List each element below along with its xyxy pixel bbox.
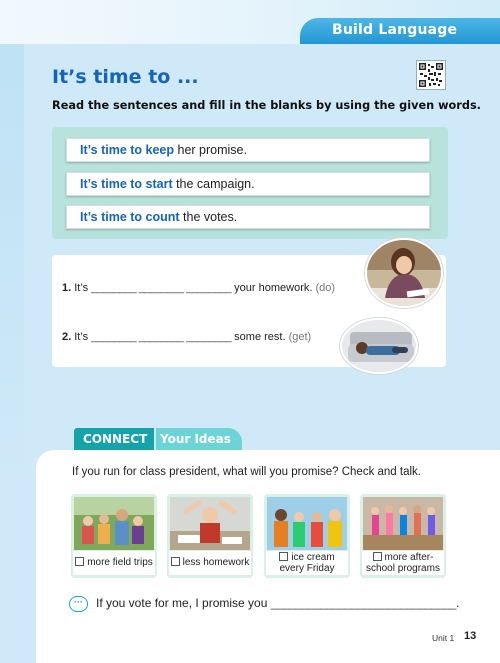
choice-photo [267,497,347,550]
choice-label [169,551,251,575]
choice-text: more after-school programs [366,551,440,574]
example-row [66,205,430,229]
answer-blank[interactable]: ________ ________ ________ [91,331,232,343]
answer-blank[interactable]: ________ ________ ________ [91,282,232,294]
photo-boy-resting [340,318,418,374]
choice-card-ice-cream[interactable] [264,494,350,578]
exercise-number: 2. [62,331,72,343]
field-trip-photo-graphic [74,497,154,550]
exercise-hint: (do) [315,282,336,294]
exercise-lead: It’s [71,282,92,294]
qr-code-icon[interactable] [416,60,446,90]
choice-label [73,551,155,575]
speech-end: . [455,596,460,610]
example-phrase: It’s time to keep [80,143,175,157]
exercise-2 [62,331,311,343]
less-homework-photo-graphic [170,497,250,550]
speech-bubble-icon: ··· [69,596,88,612]
exercise-hint: (get) [288,331,312,343]
photo-girl-homework [365,238,443,308]
example-phrase: It’s time to start [80,177,173,191]
exercise-lead: It’s [71,331,92,343]
exercise-1 [62,282,335,294]
checkbox[interactable] [279,552,288,561]
choice-card-after-school[interactable] [360,494,446,578]
checkbox[interactable] [75,557,84,566]
choice-text: less homework [182,557,250,569]
choice-photo [170,497,250,550]
exercise-tail: your homework. [231,282,316,294]
instruction-text: Read the sentences and fill in the blanks by using the given words. [52,99,481,112]
choice-text: more field trips [87,557,153,569]
your-ideas-tab: Your Ideas [156,428,242,450]
after-school-photo-graphic [363,497,443,550]
exercise-tail: some rest. [231,331,289,343]
choice-label [362,551,444,575]
example-rest: her promise. [174,143,247,157]
choice-card-field-trips[interactable] [71,494,157,578]
example-row [66,138,430,162]
lesson-title: It’s time to ... [52,66,199,88]
speech-answer-blank[interactable]: ______________________________ [270,596,456,610]
example-rest: the campaign. [172,177,255,191]
choice-photo [363,497,443,550]
example-phrase: It’s time to count [80,210,180,224]
example-rest: the votes. [179,210,238,224]
section-title: Build Language [332,22,458,38]
connect-question: If you run for class president, what will you promise? Check and talk. [72,466,421,478]
choice-label [266,551,348,575]
unit-label: Unit 1 [432,633,455,643]
checkbox[interactable] [373,552,382,561]
choice-card-less-homework[interactable] [167,494,253,578]
example-row [66,172,430,196]
connect-tab: CONNECT [74,428,154,450]
speech-lead: If you vote for me, I promise you [96,596,268,610]
choice-photo [74,497,154,550]
qr-code-graphic [419,63,443,87]
page-number: 13 [464,630,477,642]
choice-text: ice cream every Friday [279,551,335,574]
checkbox[interactable] [171,557,180,566]
exercise-number: 1. [62,282,72,294]
ice-cream-photo-graphic [267,497,347,550]
speech-prompt [96,596,459,610]
left-decor-strip [0,44,24,484]
